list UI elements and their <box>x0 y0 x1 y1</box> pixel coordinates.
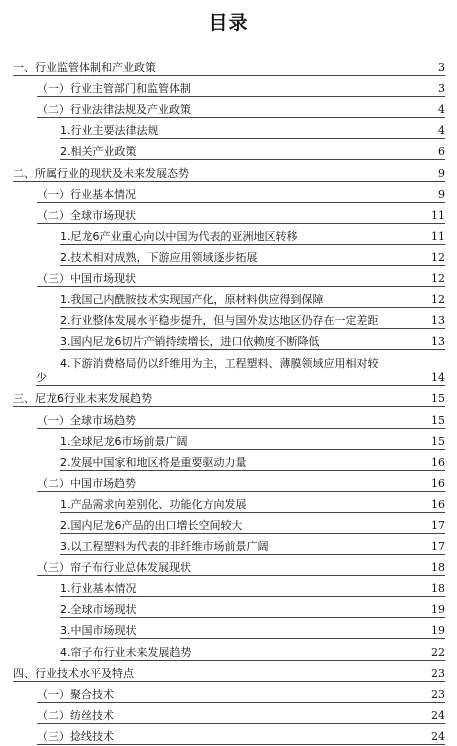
toc-entry-text: 四、行业技术水平及特点 <box>13 666 134 680</box>
toc-entry-underline <box>60 638 445 639</box>
toc-entry-text: 3.国内尼龙6切片产销持续增长，进口依赖度不断降低 <box>60 335 320 349</box>
toc-entry-underline <box>60 307 445 308</box>
toc-entry-text: 3.中国市场现状 <box>60 624 137 638</box>
toc-entry-underline <box>60 660 445 661</box>
toc-entry[interactable] <box>0 56 457 77</box>
toc-entry-text: （一）聚合技术 <box>37 687 114 701</box>
toc-entry-underline <box>37 286 445 287</box>
toc-entry-text: 2.国内尼龙6产品的出口增长空间较大 <box>60 518 243 532</box>
toc-entry-text: （三）帘子布行业总体发展现状 <box>37 561 191 575</box>
toc-entry[interactable] <box>0 472 457 493</box>
toc-entry-text: （二）全球市场现状 <box>37 208 136 222</box>
toc-entry-text: （一）行业基本情况 <box>37 187 136 201</box>
toc-entry[interactable] <box>0 77 457 98</box>
toc-entry[interactable] <box>0 204 457 225</box>
toc-entry-underline <box>37 117 445 118</box>
toc-entry-page: 13 <box>431 335 445 349</box>
toc-entry-underline <box>37 723 445 724</box>
toc-entry-page: 19 <box>431 603 445 617</box>
toc-entry-text: （三）捻线技术 <box>37 729 114 743</box>
toc-title: 目录 <box>208 12 249 34</box>
toc-entry-page: 17 <box>431 540 445 554</box>
toc-entry-text: 1.全球尼龙6市场前景广阔 <box>60 434 188 448</box>
toc-entry[interactable] <box>0 288 457 309</box>
toc-entry-underline <box>37 744 445 745</box>
toc-entry[interactable] <box>0 556 457 577</box>
toc-entry-underline <box>60 244 445 245</box>
toc-entry-underline <box>36 385 445 386</box>
toc-entry-page: 23 <box>431 666 445 680</box>
toc-entry-underline <box>37 702 445 703</box>
toc-entry-underline <box>37 575 445 576</box>
toc-entry-text: 2.全球市场现状 <box>60 603 137 617</box>
toc-entry-page: 6 <box>438 145 445 159</box>
toc-entry-page: 16 <box>431 476 445 490</box>
toc-entry-page: 19 <box>431 624 445 638</box>
toc-entry-text: 4.下游消费格局仍以纤维用为主，工程塑料、薄膜领域应用相对较 <box>60 357 379 371</box>
toc-entry-page: 11 <box>431 229 445 243</box>
toc-entry-text: 1.行业主要法律法规 <box>60 124 159 138</box>
toc-entry[interactable] <box>0 451 457 472</box>
toc-entry-text: 1.我国己内酰胺技术实现国产化，原材料供应得到保障 <box>60 293 324 307</box>
toc-entry-page: 13 <box>431 314 445 328</box>
toc-entry[interactable] <box>0 683 457 704</box>
toc-entry-text: （二）纺丝技术 <box>37 708 114 722</box>
toc-entry-page: 14 <box>431 371 445 385</box>
toc-entry[interactable] <box>0 351 457 387</box>
toc-entry-underline <box>60 533 445 534</box>
toc-entry[interactable] <box>0 408 457 429</box>
toc-entry[interactable] <box>0 161 457 182</box>
toc-entry-text: 三、尼龙6行业未来发展趋势 <box>13 392 152 406</box>
toc-entry[interactable] <box>0 493 457 514</box>
toc-entry[interactable] <box>0 640 457 661</box>
toc-entry[interactable] <box>0 598 457 619</box>
toc-entry-underline <box>37 96 445 97</box>
toc-entry-underline <box>60 265 445 266</box>
toc-entry-underline <box>37 202 445 203</box>
toc-entry[interactable] <box>0 577 457 598</box>
toc-entry-page: 12 <box>431 250 445 264</box>
toc-entry-underline <box>60 449 445 450</box>
toc-entry-page: 12 <box>431 272 445 286</box>
toc-entry-underline <box>13 406 445 407</box>
toc-entry-page: 9 <box>438 187 445 201</box>
toc-entry-underline <box>13 681 445 682</box>
toc-entry-text: 4.帘子布行业未来发展趋势 <box>60 645 192 659</box>
toc-entry-text: （一）全球市场趋势 <box>37 413 136 427</box>
toc-entry-underline <box>60 512 445 513</box>
toc-entry-page: 3 <box>438 61 445 75</box>
toc-entry-text: 二、所属行业的现状及未来发展态势 <box>13 166 189 180</box>
toc-entry[interactable] <box>0 619 457 640</box>
toc-entry[interactable] <box>0 662 457 683</box>
toc-entry-text: 1.行业基本情况 <box>60 582 137 596</box>
toc-entry-text: 3.以工程塑料为代表的非纤维市场前景广阔 <box>60 540 269 554</box>
toc-entry[interactable] <box>0 267 457 288</box>
toc-entry-underline <box>13 75 445 76</box>
toc-entry-page: 16 <box>431 497 445 511</box>
toc-entry-page: 3 <box>438 82 445 96</box>
toc-entry-page: 23 <box>431 687 445 701</box>
toc-entry[interactable] <box>0 140 457 161</box>
toc-entry-page: 18 <box>431 582 445 596</box>
table-of-contents <box>0 56 457 746</box>
toc-entry-text: 2.技术相对成熟，下游应用领域逐步拓展 <box>60 250 258 264</box>
toc-entry-underline <box>60 554 445 555</box>
toc-entry-underline <box>60 328 445 329</box>
toc-entry-underline <box>60 596 445 597</box>
toc-entry-page: 22 <box>431 645 445 659</box>
toc-entry-page: 11 <box>431 208 445 222</box>
toc-entry-underline <box>60 470 445 471</box>
toc-entry-page: 15 <box>431 434 445 448</box>
toc-entry-page: 16 <box>431 455 445 469</box>
toc-entry-underline <box>37 428 445 429</box>
toc-entry[interactable] <box>0 704 457 725</box>
toc-entry-text: （三）中国市场现状 <box>37 272 136 286</box>
toc-entry-underline <box>13 181 445 182</box>
toc-entry[interactable] <box>0 309 457 330</box>
toc-entry[interactable] <box>0 725 457 746</box>
toc-entry-page: 15 <box>431 413 445 427</box>
toc-entry-page: 9 <box>438 166 445 180</box>
toc-entry-text: 2.行业整体发展水平稳步提升，但与国外发达地区仍存在一定差距 <box>60 314 379 328</box>
toc-entry[interactable] <box>0 119 457 140</box>
toc-entry-underline <box>37 491 445 492</box>
toc-entry-text-continued: 少 <box>36 371 47 385</box>
toc-entry[interactable] <box>0 387 457 408</box>
toc-entry-text: （二）行业法律法规及产业政策 <box>37 103 191 117</box>
toc-entry-page: 4 <box>438 124 445 138</box>
toc-entry[interactable] <box>0 430 457 451</box>
toc-entry[interactable] <box>0 225 457 246</box>
toc-entry-text: 2.发展中国家和地区将是重要驱动力量 <box>60 455 247 469</box>
toc-entry[interactable] <box>0 535 457 556</box>
toc-entry-underline <box>60 138 445 139</box>
toc-entry-text: 1.产品需求向差别化、功能化方向发展 <box>60 497 247 511</box>
toc-entry-underline <box>60 349 445 350</box>
toc-entry[interactable] <box>0 330 457 351</box>
toc-entry-text: 1.尼龙6产业重心向以中国为代表的亚洲地区转移 <box>60 229 298 243</box>
toc-entry[interactable] <box>0 98 457 119</box>
toc-entry-page: 24 <box>431 729 445 743</box>
toc-entry-underline <box>37 223 445 224</box>
toc-entry-page: 24 <box>431 708 445 722</box>
toc-entry-text: （二）中国市场趋势 <box>37 476 136 490</box>
toc-entry-page: 12 <box>431 293 445 307</box>
toc-entry-underline <box>60 617 445 618</box>
toc-entry[interactable] <box>0 246 457 267</box>
toc-entry-page: 17 <box>431 518 445 532</box>
toc-entry-page: 4 <box>438 103 445 117</box>
toc-entry-page: 18 <box>431 561 445 575</box>
toc-entry-text: 2.相关产业政策 <box>60 145 137 159</box>
toc-entry-underline <box>60 159 445 160</box>
toc-entry[interactable] <box>0 183 457 204</box>
toc-entry-text: （一）行业主管部门和监管体制 <box>37 82 191 96</box>
toc-entry-text: 一、行业监管体制和产业政策 <box>13 61 156 75</box>
toc-entry-page: 15 <box>431 392 445 406</box>
toc-entry[interactable] <box>0 514 457 535</box>
